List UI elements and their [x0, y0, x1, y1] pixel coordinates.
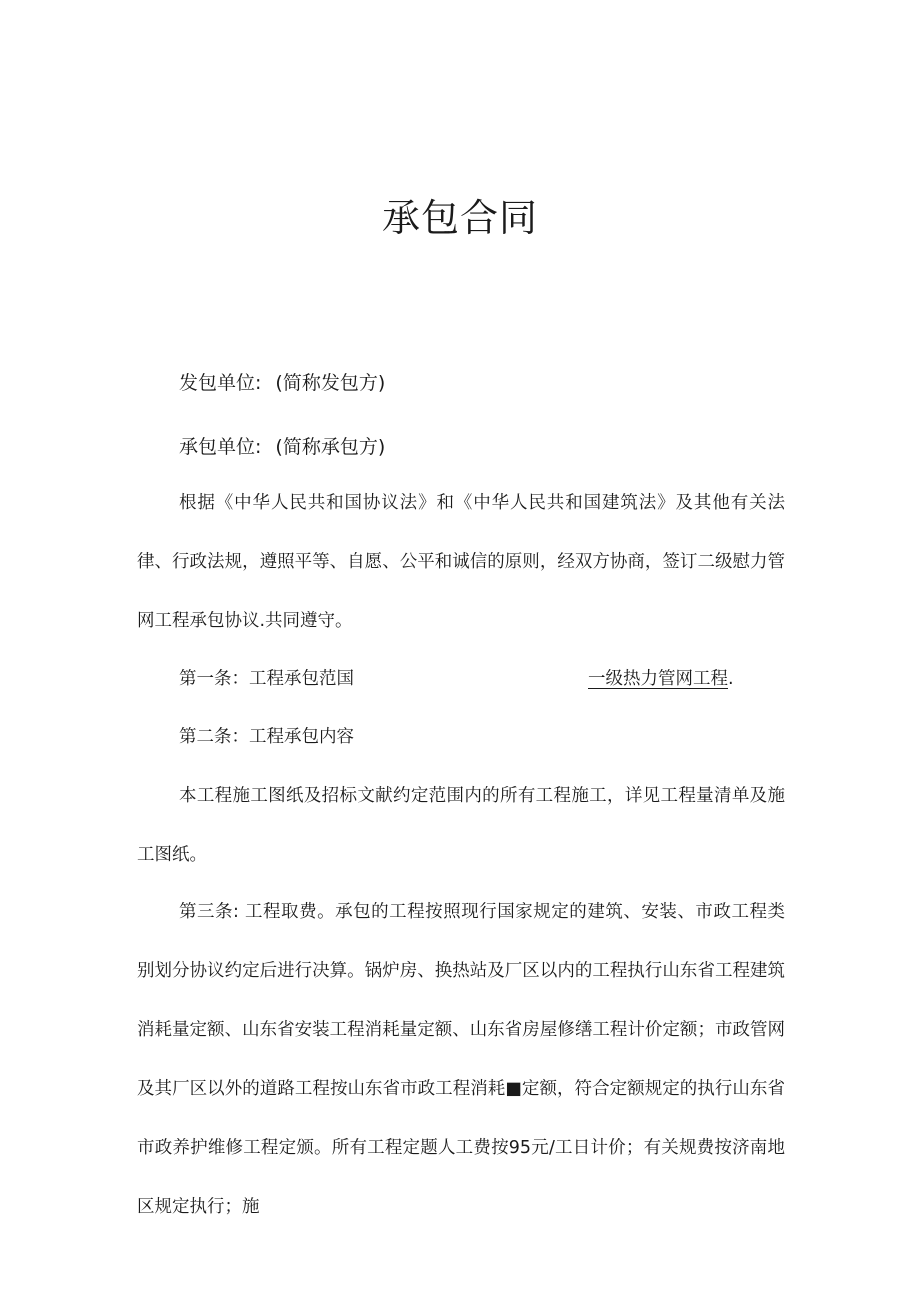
contractor-line [179, 434, 385, 460]
article2-paragraph: 本工程施工图纸及招标文献约定范围内的所有工程施工，详见工程量清单及施工图纸。 [137, 786, 785, 865]
employer-label: 发包单位: [179, 372, 262, 394]
article3-paragraph: 第三条: 工程取费。承包的工程按照现行国家规定的建筑、安装、市政工程类别划分协议约定后进行决算。锅炉房、换热站及厂区以内的工程执行山东省工程建筑消耗量定额、山东省安装工程消耗量定额、山东省房屋修缮工程计价定额；市政管网及其厂区以外的道路工程按山东省市政工程消耗■定额，符合定额规定的执行山东省市政养护维修工程定颁。所有工程定题人工费按95元/工日计价；有关规费按济南地区规定执行；施 [137, 902, 785, 1217]
article1-scope-text: 一级热力管网工程 [588, 669, 728, 689]
article1-label: 第一条：工程承包范国 [179, 669, 354, 689]
document-title: 承包合同 [381, 196, 538, 240]
article1-scope-suffix: . [728, 669, 734, 689]
contractor-label: 承包单位: [179, 436, 262, 458]
contractor-value: (简称承包方) [275, 436, 386, 458]
article2-label: 第二条：工程承包内容 [179, 727, 354, 747]
employer-line [179, 370, 385, 396]
article1-scope-value [588, 666, 734, 692]
preamble-paragraph: 根据《中华人民共和国协议法》和《中华人民共和国建筑法》及其他有关法律、行政法规，遵照平等、自愿、公平和诚信的原则，经双方协商，签订二级慰力管网工程承包协议.共同遵守。 [137, 493, 785, 631]
employer-value: (简称发包方) [275, 372, 386, 394]
